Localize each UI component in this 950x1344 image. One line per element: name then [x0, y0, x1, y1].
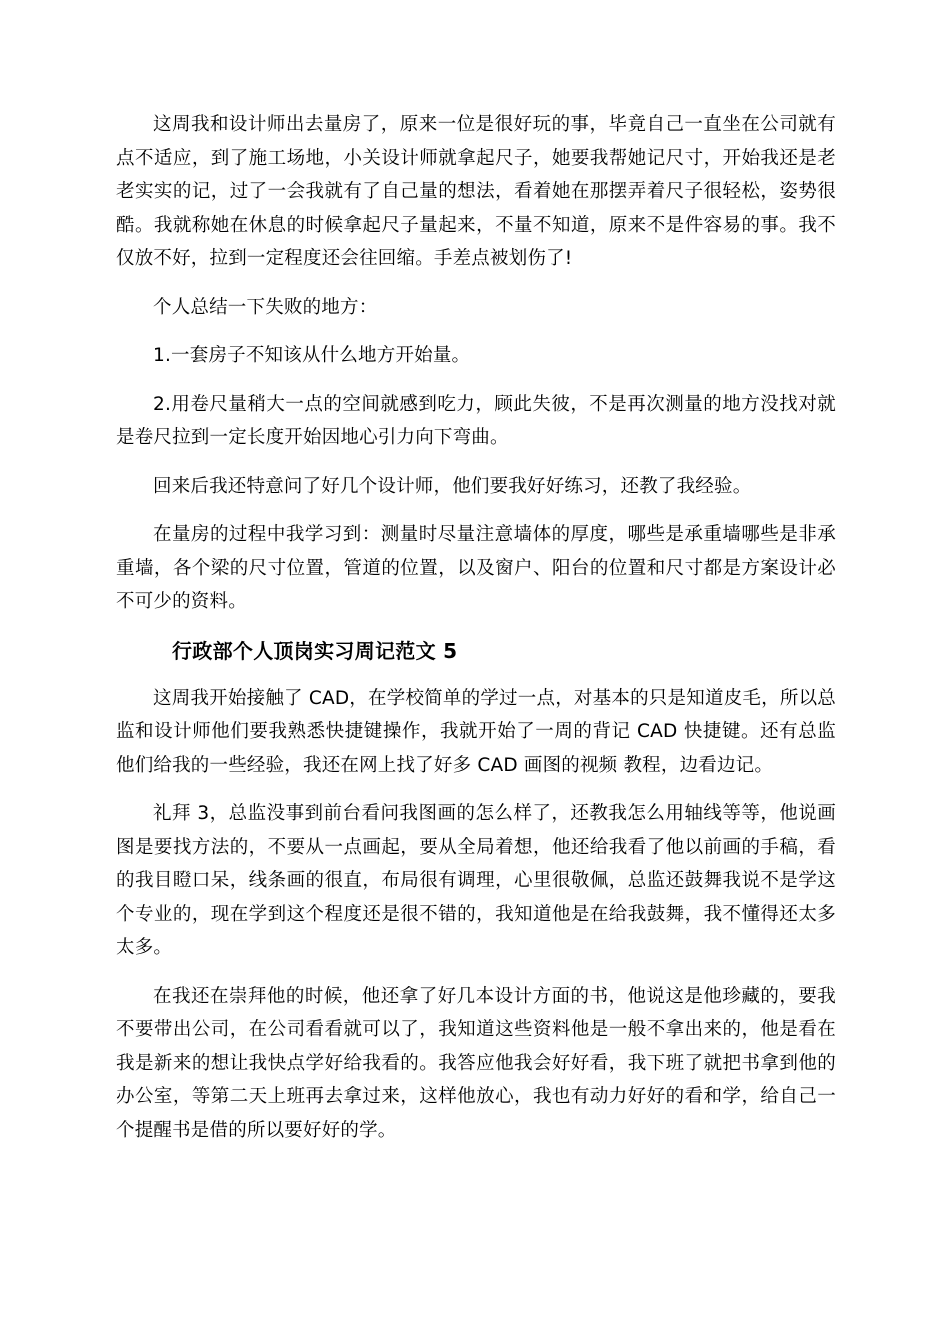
paragraph-design-books: 在我还在崇拜他的时候，他还拿了好几本设计方面的书，他说这是他珍藏的，要我不要带出公司，在公司看看就可以了，我知道这些资料他是一般不拿出来的，他是看在我是新来的想让我快点学好给我看的。我答应他我会好好看，我下班了就把书拿到他的办公室，等第二天上班再去拿过来，这样他放心，我也有动力好好的看和学，给自己一个提醒书是借的所以要好好的学。	[116, 985, 836, 1141]
document-page	[116, 108, 836, 1162]
paragraph-director-visit: 礼拜 3，总监没事到前台看问我图画的怎么样了，还教我怎么用轴线等等，他说画图是要找方法的，不要从一点画起，要从全局着想，他还给我看了他以前画的手稿，看的我目瞪口呆，线条画的很直，布局很有调理，心里很敬佩，总监还鼓舞我说不是学这个专业的，现在学到这个程度还是很不错的，我知道他是在给我鼓舞，我不懂得还太多太多。	[116, 803, 836, 958]
list-item-2: 2.用卷尺量稍大一点的空间就感到吃力，顾此失彼，不是再次测量的地方没找对就是卷尺拉到一定长度开始因地心引力向下弯曲。	[116, 393, 836, 448]
paragraph-asked-designers: 回来后我还特意问了好几个设计师，他们要我好好练习，还教了我经验。	[153, 475, 752, 497]
paragraph-lessons-learned: 在量房的过程中我学习到：测量时尽量注意墙体的厚度，哪些是承重墙哪些是非承重墙，各个梁的尺寸位置，管道的位置，以及窗户、阳台的位置和尺寸都是方案设计必不可少的资料。	[116, 524, 836, 612]
list-item-1: 1.一套房子不知该从什么地方开始量。	[153, 345, 471, 366]
section-heading: 行政部个人顶岗实习周记范文 5	[172, 638, 458, 663]
paragraph-measuring-story: 这周我和设计师出去量房了，原来一位是很好玩的事，毕竟自己一直坐在公司就有点不适应，到了施工场地，小关设计师就拿起尺子，她要我帮她记尺寸，开始我还是老老实实的记，过了一会我就有了自己量的想法，看着她在那摆弄着尺子很轻松，姿势很酷。我就称她在休息的时候拿起尺子量起来，不量不知道，原来不是件容易的事。我不仅放不好，拉到一定程度还会往回缩。手差点被划伤了!	[116, 114, 836, 269]
paragraph-summary-intro: 个人总结一下失败的地方：	[153, 296, 378, 318]
paragraph-cad-intro: 这周我开始接触了 CAD，在学校简单的学过一点，对基本的只是知道皮毛，所以总监和设计师他们要我熟悉快捷键操作，我就开始了一周的背记 CAD 快捷键。还有总监他们给我的一些经验，我还在网上找了好多 CAD 画图的视频 教程，边看边记。	[116, 687, 836, 776]
